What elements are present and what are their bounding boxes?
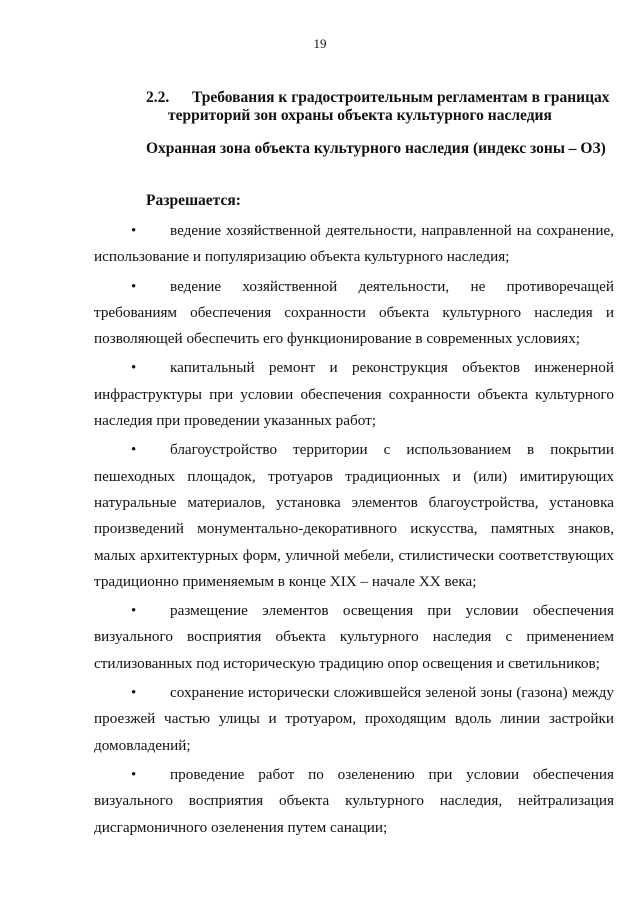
section-title-line-1: Требования к градостроительным регламентам в границах xyxy=(192,89,610,106)
bullet-icon: • xyxy=(131,685,137,702)
list-item-text: проведение работ по озеленению при условии обеспечения визуального восприятия объекта культурного наследия, нейтрализация дисгармоничного озеленения путем санации; xyxy=(94,765,614,836)
allowed-list xyxy=(94,218,614,844)
list-item xyxy=(94,680,614,759)
list-item-text: ведение хозяйственной деятельности, направленной на сохранение, использование и популяризацию объекта культурного наследия; xyxy=(94,222,614,266)
list-item xyxy=(94,762,614,841)
page-number: 19 xyxy=(313,36,327,51)
section-number: 2.2. xyxy=(146,89,170,106)
list-item-text: капитальный ремонт и реконструкция объектов инженерной инфраструктуры при условии обеспечения сохранности объекта культурного наследия при проведении указанных работ; xyxy=(94,359,614,430)
bullet-icon: • xyxy=(131,278,137,295)
bullet-icon: • xyxy=(131,442,137,459)
list-item xyxy=(94,355,614,434)
bullet-icon: • xyxy=(131,603,137,620)
zone-title: Охранная зона объекта культурного наследия (индекс зоны – ОЗ) xyxy=(146,140,606,157)
list-item-text: благоустройство территории с использованием в покрытии пешеходных площадок, тротуаров традиционных и (или) имитирующих натуральные материалов, установка элементов благоустройства, установка произведений монументально-декоративного искусства, памятных знаков, малых архитектурных форм, уличной мебели, стилистически соответствующих традиционно применяемым в конце XIX – начале XX века; xyxy=(94,441,614,590)
list-item xyxy=(94,218,614,271)
bullet-icon: • xyxy=(131,766,137,783)
section-title-line-2: территорий зон охраны объекта культурного наследия xyxy=(168,107,552,124)
list-item-text: размещение элементов освещения при условии обеспечения визуального восприятия объекта культурного наследия с применением стилизованных под историческую традицию опор освещения и светильников; xyxy=(94,602,614,672)
list-item xyxy=(94,274,614,353)
bullet-icon: • xyxy=(131,360,137,377)
allowed-label: Разрешается: xyxy=(146,192,241,209)
bullet-icon: • xyxy=(131,223,137,239)
list-item xyxy=(94,437,614,595)
list-item-text: ведение хозяйственной деятельности, не противоречащей требованиям обеспечения сохранности объекта культурного наследия и позволяющей обеспечить его функционирование в современных условиях; xyxy=(94,277,614,348)
list-item xyxy=(94,598,614,677)
list-item-text: сохранение исторически сложившейся зеленой зоны (газона) между проезжей частью улицы и тротуаром, проходящим вдоль линии застройки домовладений; xyxy=(94,684,614,754)
